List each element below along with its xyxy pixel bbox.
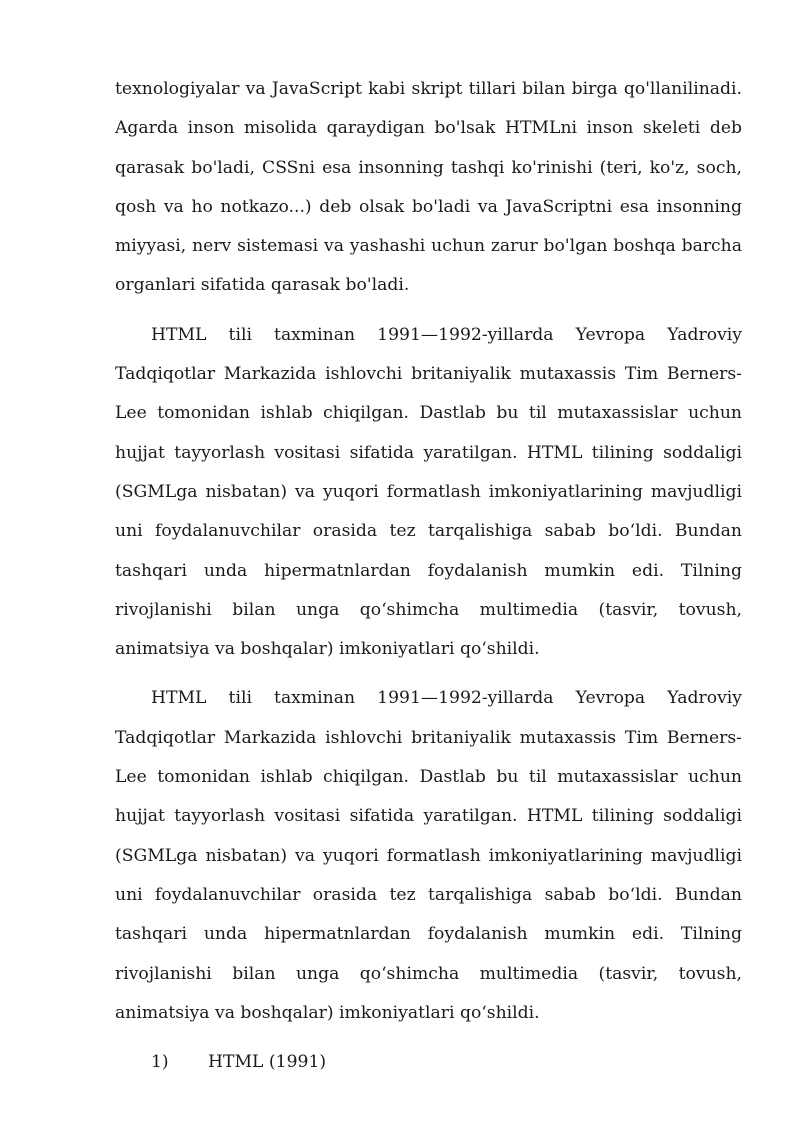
paragraph-html-history: HTML tili taxminan 1991—1992-yillarda Yevropa Yadroviy Tadqiqotlar Markazida ishlovchi britaniyalik mutaxassis Tim Berners-Lee tomonidan ishlab chiqilgan. Dastlab bu til mutaxassislar uchun hujjat tayyorlash vositasi sifatida yaratilgan. HTML tilining soddaligi (SGMLga nisbatan) va yuqori formatlash imkoniyatlarining mavjudligi uni foydalanuvchilar orasida tez tarqalishiga sabab bo‘ldi. Bundan tashqari unda hipermatnlardan foydalanish mumkin edi. Tilning rivojlanishi bilan unga qo‘shimcha multimedia (tasvir, tovush, animatsiya va boshqalar) imkoniyatlari qo‘shildi. xyxy=(115,324,742,660)
list-item-text: HTML (1991) xyxy=(208,1052,327,1073)
paragraph-continuation: texnologiyalar va JavaScript kabi skript tillari bilan birga qo'llanilinadi. Agarda inson misolida qaraydigan bo'lsak HTMLni inson skeleti deb qarasak bo'ladi, CSSni esa insonning tashqi ko'rinishi (teri, ko'z, soch, qosh va ho notkazo...) deb olsak bo'ladi va JavaScriptni esa insonning miyyasi, nerv sistemasi va yashashi uchun zarur bo'lgan boshqa barcha organlari sifatida qarasak bo'ladi. xyxy=(115,79,742,296)
list-item-number: 1) xyxy=(151,1052,169,1073)
list-item xyxy=(115,1043,742,1082)
paragraph-html-history-repeat: HTML tili taxminan 1991—1992-yillarda Yevropa Yadroviy Tadqiqotlar Markazida ishlovchi britaniyalik mutaxassis Tim Berners-Lee tomonidan ishlab chiqilgan. Dastlab bu til mutaxassislar uchun hujjat tayyorlash vositasi sifatida yaratilgan. HTML tilining soddaligi (SGMLga nisbatan) va yuqori formatlash imkoniyatlarining mavjudligi uni foydalanuvchilar orasida tez tarqalishiga sabab bo‘ldi. Bundan tashqari unda hipermatnlardan foydalanish mumkin edi. Tilning rivojlanishi bilan unga qo‘shimcha multimedia (tasvir, tovush, animatsiya va boshqalar) imkoniyatlari qo‘shildi. xyxy=(115,688,742,1023)
document-page xyxy=(115,70,742,1082)
